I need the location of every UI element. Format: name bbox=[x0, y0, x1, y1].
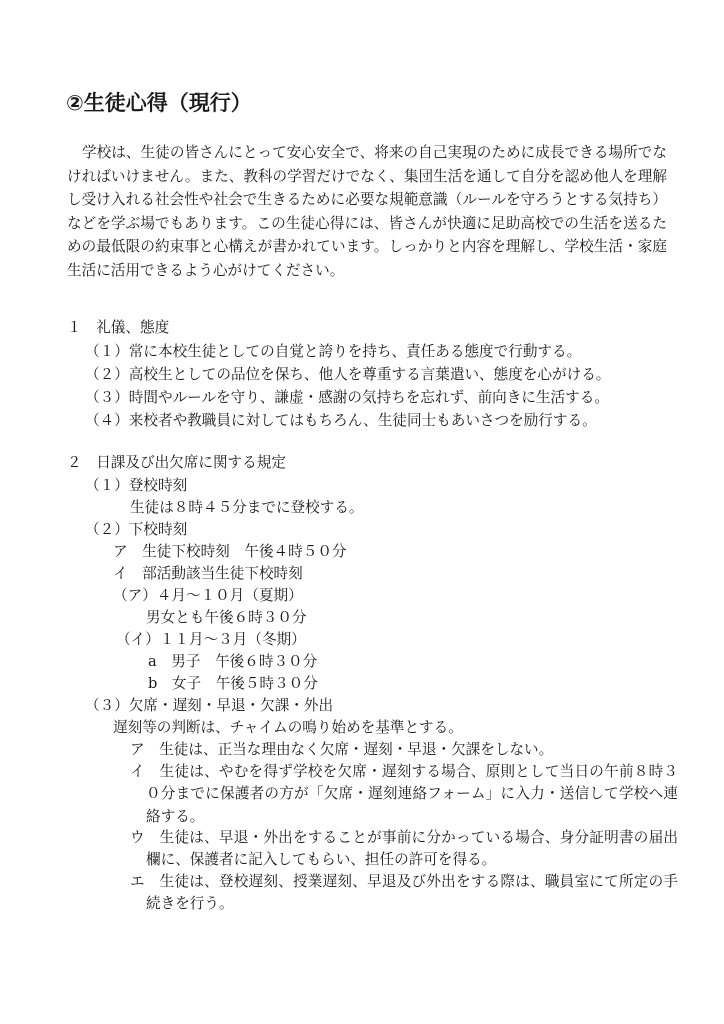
dismissal-time-a: ア 生徒下校時刻 午後４時５０分 bbox=[113, 543, 347, 560]
section-1-item-3: （３）時間やルールを守り、謙虚・感謝の気持ちを忘れず、前向きに生活する。 bbox=[85, 389, 609, 406]
section-2-heading: ２ 日課及び出欠席に関する規定 bbox=[67, 454, 286, 471]
absence-rule-a: ア 生徒は、正当な理由なく欠席・遅刻・早退・欠課をしない。 bbox=[130, 741, 554, 758]
attendance-time-heading: （１）登校時刻 bbox=[85, 477, 188, 494]
club-winter-girls: b 女子 午後５時３０分 bbox=[148, 675, 318, 692]
absence-rule-c: ウ 生徒は、早退・外出をすることが事前に分かっている場合、身分証明書の届出欄に、保護者に記入してもらい、担任の許可を得る。 bbox=[130, 829, 678, 869]
intro-paragraph: 学校は、生徒の皆さんにとって安心安全で、将来の自己実現のために成長できる場所でなければいけません。また、教科の学習だけでなく、集団生活を通して自分を認め他人を理解し受け入れる社会性や社会で生きるために必要な規範意識（ルールを守ろうとする気持ち）などを学ぶ場でもあります。この生徒心得には、皆さんが快適に足助高校での生活を送るための最低限の約束事と心構えが書かれています。しっかりと内容を理解し、学校生活・家庭生活に活用できるよう心がけてください。 bbox=[67, 144, 667, 279]
dismissal-time-b: イ 部活動該当生徒下校時刻 bbox=[113, 565, 303, 582]
club-summer-text: 男女とも午後６時３０分 bbox=[146, 609, 307, 626]
section-1-item-4: （４）来校者や教職員に対してはもちろん、生徒同士もあいさつを励行する。 bbox=[85, 412, 597, 429]
section-1-heading: １ 礼儀、態度 bbox=[67, 319, 170, 336]
absence-text: 遅刻等の判断は、チャイムの鳴り始めを基準とする。 bbox=[113, 719, 463, 736]
page-title: ②生徒心得（現行） bbox=[66, 91, 252, 115]
section-1-item-2: （２）高校生としての品位を保ち、他人を尊重する言葉遣い、態度を心がける。 bbox=[85, 366, 611, 383]
dismissal-time-heading: （２）下校時刻 bbox=[85, 521, 188, 538]
club-winter-heading: （イ）１１月～３月（冬期） bbox=[116, 631, 306, 648]
section-1-item-1: （１）常に本校生徒としての自覚と誇りを持ち、責任ある態度で行動する。 bbox=[85, 343, 582, 360]
absence-rule-b: イ 生徒は、やむを得ず学校を欠席・遅刻する場合、原則として当日の午前８時３０分までに保護者の方が「欠席・遅刻連絡フォーム」に入力・送信して学校へ連絡する。 bbox=[130, 763, 678, 825]
club-summer-heading: （ア）４月～１０月（夏期） bbox=[113, 587, 303, 604]
club-winter-boys: a 男子 午後６時３０分 bbox=[148, 653, 318, 670]
absence-heading: （３）欠席・遅刻・早退・欠課・外出 bbox=[85, 697, 334, 714]
attendance-time-text: 生徒は８時４５分までに登校する。 bbox=[130, 499, 364, 516]
absence-rule-d: エ 生徒は、登校遅刻、授業遅刻、早退及び外出をする際は、職員室にて所定の手続きを行う。 bbox=[130, 873, 678, 913]
